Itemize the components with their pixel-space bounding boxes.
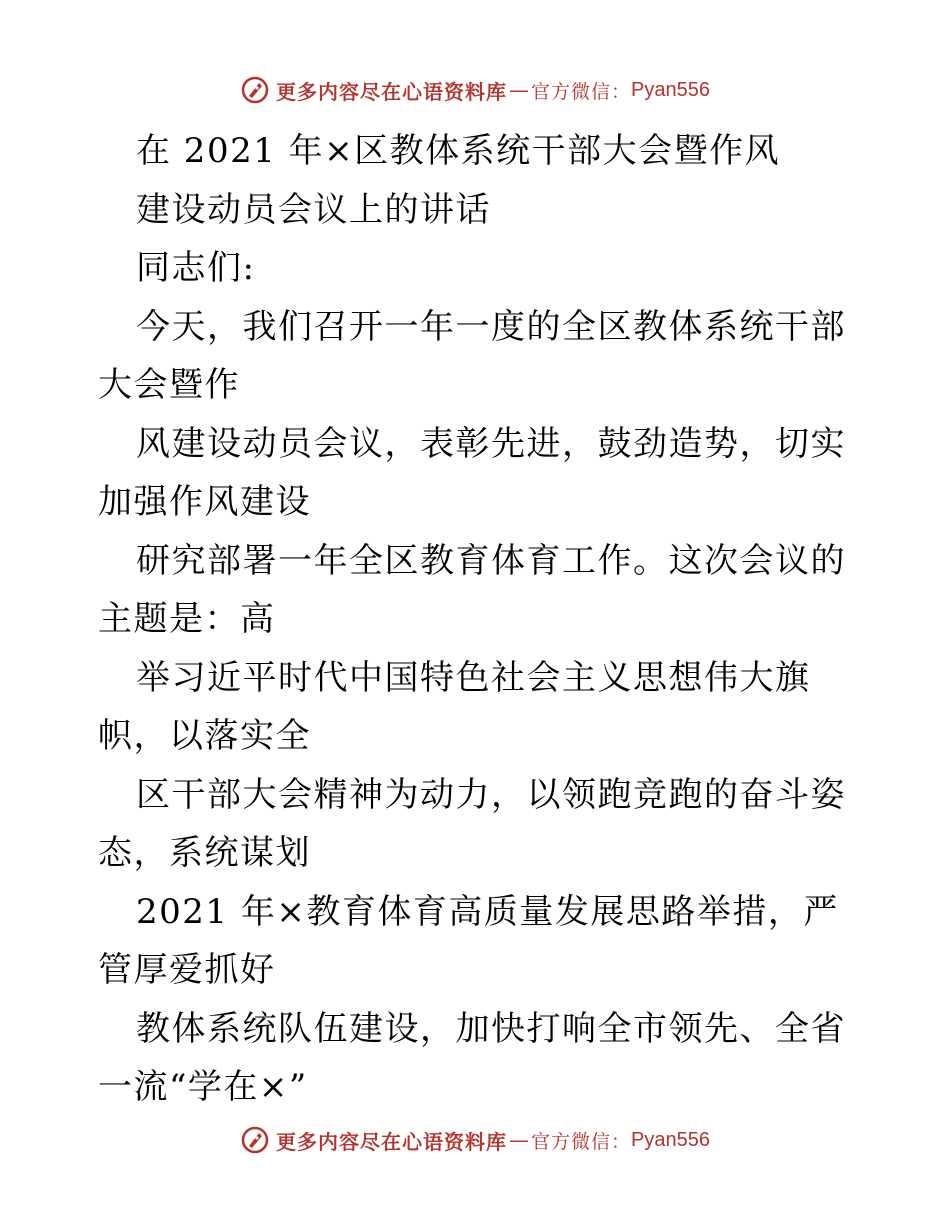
document-title-line-1: 在 2021 年×区教体系统干部大会暨作风 <box>136 131 781 171</box>
body-paragraph: 举习近平时代中国特色社会主义思想伟大旗帜，以落实全 <box>98 657 811 756</box>
watermark-wechat-label: 官方微信： <box>531 80 632 103</box>
body-paragraph: 2021 年×教育体育高质量发展思路举措，严管厚爱抓好 <box>98 891 839 990</box>
pen-nib-circle-icon <box>240 75 270 105</box>
watermark-separator: — <box>509 78 529 102</box>
document-body <box>98 122 868 1117</box>
body-paragraph: 教体系统队伍建设，加快打响全市领先、全省一流“学在×” <box>98 1008 846 1107</box>
watermark-footer <box>0 1122 950 1158</box>
body-paragraph: 风建设动员会议，表彰先进，鼓劲造势，切实加强作风建设 <box>98 423 846 522</box>
watermark-account: Pyan556 <box>631 1128 710 1151</box>
watermark-wechat-label: 官方微信： <box>531 1130 632 1153</box>
document-title-line-2: 建设动员会议上的讲话 <box>136 189 491 230</box>
pen-nib-circle-icon <box>240 1125 270 1155</box>
salutation: 同志们: <box>136 248 256 288</box>
watermark-account: Pyan556 <box>631 78 710 101</box>
body-paragraph: 研究部署一年全区教育体育工作。这次会议的主题是：高 <box>98 540 846 639</box>
watermark-header <box>0 72 950 108</box>
watermark-brand: 更多内容尽在心语资料库 <box>276 79 507 104</box>
body-paragraph: 今天，我们召开一年一度的全区教体系统干部大会暨作 <box>98 306 846 405</box>
body-paragraph: 区干部大会精神为动力，以领跑竞跑的奋斗姿态，系统谋划 <box>98 774 846 873</box>
watermark-separator: — <box>509 1128 529 1152</box>
watermark-brand: 更多内容尽在心语资料库 <box>276 1129 507 1154</box>
